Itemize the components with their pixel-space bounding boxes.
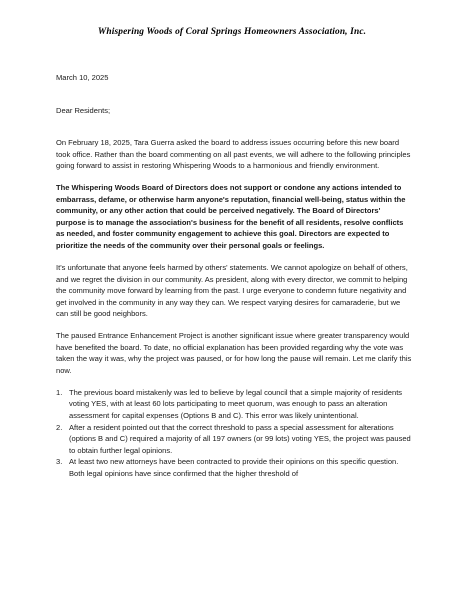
- letterhead-title: Whispering Woods of Coral Springs Homeowners Association, Inc.: [97, 27, 367, 37]
- list-item-text: The previous board mistakenly was led to believe by legal council that a simple majority of residents voting YES, with at least 60 lots participating to meet quorum, was enough to pass an alteration assessment for capital expenses (Options B and C). This error was likely unintentional.: [69, 387, 403, 421]
- paragraph-intro: On February 18, 2025, Tara Guerra asked the board to address issues occurring before this new board took office. Rather than the board commenting on all past events, we will adhere to the following principles going forward to assist in restoring Whispering Woods to a harmonious and friendly environment.: [56, 138, 411, 171]
- letter-salutation: Dear Residents;: [56, 105, 111, 115]
- list-item: [56, 422, 412, 457]
- list-item-number: 3.: [56, 457, 63, 467]
- numbered-list: [56, 387, 412, 479]
- list-item-text: After a resident pointed out that the correct threshold to pass a special assessment for alterations (options B and C) required a majority of all 197 owners (or 99 lots) voting YES, the project was paused to obtain further legal opinions.: [69, 422, 411, 455]
- list-item: [56, 387, 412, 422]
- list-item-number: 2.: [56, 422, 63, 432]
- list-item: [56, 456, 412, 479]
- letter-body: [56, 72, 412, 479]
- letter-date: March 10, 2025: [56, 73, 109, 82]
- list-item-number: 1.: [56, 387, 63, 397]
- paragraph-apology: It's unfortunate that anyone feels harmed by others' statements. We cannot apologize on behalf of others, and we regret the division in our community. As president, along with every director, we commit to helping the community move forward by learning from the past. I urge everyone to condemn future negativity and get involved in the community in any way they can. We respect varying desires for camaraderie, but we can still be good neighbors.: [56, 263, 408, 319]
- paragraph-board-statement: The Whispering Woods Board of Directors does not support or condone any actions intended to embarrass, defame, or otherwise harm anyone's reputation, financial well-being, status within the community, or any other action that could be perceived negatively. The Board of Directors' purpose is to manage the association's business for the benefit of all residents, resolve conflicts as needed, and foster community engagement to achieve this goal. Directors are expected to prioritize the needs of the community over their personal goals or feelings.: [56, 183, 406, 250]
- list-item-text: At least two new attorneys have been contracted to provide their opinions on this specific question. Both legal opinions have since confirmed that the higher threshold of: [69, 457, 399, 478]
- paragraph-entrance-project: The paused Entrance Enhancement Project is another significant issue where greater transparency would have benefited the board. To date, no official explanation has been provided regarding why the vote was taken the way it was, why the project was paused, or for how long the pause will remain. Let me clarify this now.: [56, 331, 412, 375]
